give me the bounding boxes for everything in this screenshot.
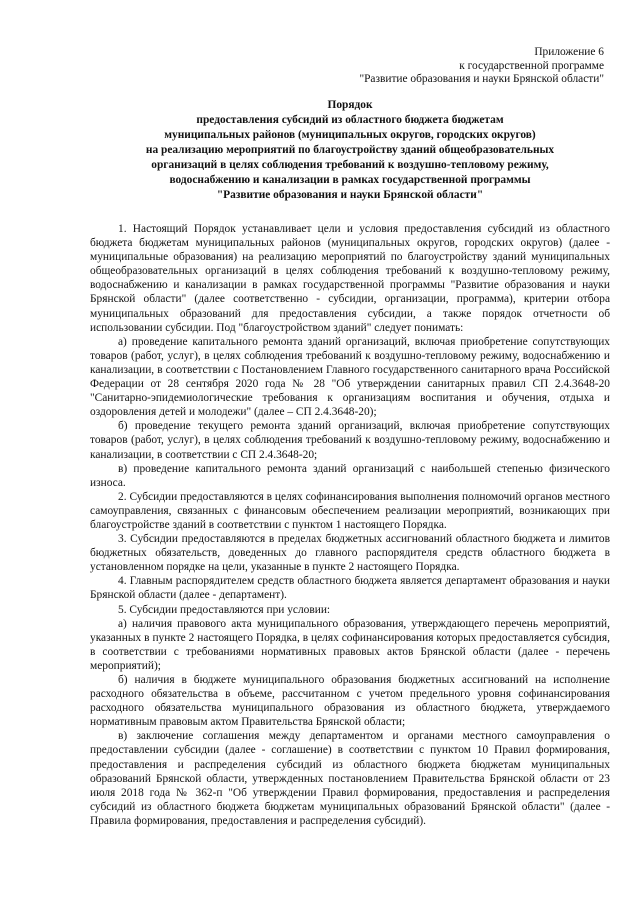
paragraph: б) проведение текущего ремонта зданий организаций, включая приобретение сопутствующих товаров (работ, услуг), в целях соблюдения требований к воздушно-тепловому режиму, водоснабжению и канализации, в соответствии с СП 2.4.3648-20; <box>90 420 610 461</box>
paragraph: 3. Субсидии предоставляются в пределах бюджетных ассигнований областного бюджета и лимитов бюджетных обязательств, доведенных до главного распорядителя средств областного бюджета в установленном порядке на цели, указанные в пункте 2 настоящего Порядка. <box>90 533 610 574</box>
paragraph: а) проведение капитального ремонта зданий организаций, включая приобретение сопутствующих товаров (работ, услуг), в целях соблюдения требований к воздушно-тепловому режиму, водоснабжению и канализации, в соответствии с Постановлением Главного государственного санитарного врача Российской Федерации от 28 сентября 2020 года № 28 "Об утверждении санитарных правил СП 2.4.3648-20 "Санитарно-эпидемиологические требования к организациям воспитания и обучения, отдыха и оздоровления детей и молодежи" (далее – СП 2.4.3648-20); <box>90 335 610 419</box>
appendix-line: к государственной программе <box>459 59 604 72</box>
appendix-line: "Развитие образования и науки Брянской области" <box>359 73 604 85</box>
heading-line: "Развитие образования и науки Брянской области" <box>216 189 484 201</box>
appendix-line: Приложение 6 <box>534 46 604 58</box>
paragraph: в) проведение капитального ремонта зданий организаций с наибольшей степенью физического износа. <box>90 462 610 489</box>
paragraph: в) заключение соглашения между департаментом и органами местного самоуправления о предоставлении субсидии (далее - соглашение) в соответствии с пунктом 10 Правил формирования, предоставления и распределения субсидий из областного бюджета бюджетам муниципальных образований Брянской области, утвержденных постановлением Правительства Брянской области от 23 июля 2018 года № 362-п "Об утверждении Правил формирования, предоставления и распределения субсидий из областного бюджета бюджетам муниципальных образований Брянской области" (далее - Правила формирования, предоставления и распределения субсидий). <box>90 730 610 827</box>
paragraph: 2. Субсидии предоставляются в целях софинансирования выполнения полномочий органов местного самоуправления, связанных с финансовым обеспечением реализации мероприятий, возникающих при благоустройстве зданий в соответствии с пунктом 1 настоящего Порядка. <box>90 490 610 531</box>
paragraph: 5. Субсидии предоставляются при условии: <box>118 603 331 616</box>
document-heading <box>60 98 640 203</box>
paragraph: а) наличия правового акта муниципального образования, утверждающего перечень мероприятий, указанных в пункте 2 настоящего Порядка, в целях софинансирования которых предоставляется субсидия, в соответствии с требованиями нормативных правовых актов Брянской области (далее - перечень мероприятий); <box>90 617 610 672</box>
paragraph: б) наличия в бюджете муниципального образования бюджетных ассигнований на исполнение расходного обязательства в объеме, рассчитанном с учетом предельного уровня софинансирования расходного обязательства муниципального образования из областного бюджета, утверждаемого нормативным правовым актом Правительства Брянской области; <box>90 674 610 729</box>
heading-title: Порядок <box>327 99 373 111</box>
paragraph: 4. Главным распорядителем средств областного бюджета является департамент образования и науки Брянской области (далее - департамент). <box>90 575 610 602</box>
heading-line: предоставления субсидий из областного бюджета бюджетам <box>196 114 504 126</box>
document-body <box>90 222 610 828</box>
paragraph: 1. Настоящий Порядок устанавливает цели и условия предоставления субсидий из областного бюджета бюджетам муниципальных районов (муниципальных округов, городских округов) (далее - муниципальные образования) на реализацию мероприятий по благоустройству зданий муниципальных общеобразовательных организаций в целях соблюдения требований к воздушно-тепловому режиму, водоснабжению и канализации в рамках государственной программы "Развитие образования и науки Брянской области" (далее соответственно - субсидии, организации, программа), критерии отбора муниципальных образований для предоставления субсидии, а также порядок отчетности об использовании субсидии. Под "благоустройством зданий" следует понимать: <box>90 223 610 334</box>
heading-line: муниципальных районов (муниципальных округов, городских округов) <box>164 129 536 141</box>
heading-line: на реализацию мероприятий по благоустройству зданий общеобразовательных <box>145 144 555 156</box>
heading-line: организаций в целях соблюдения требований к воздушно-тепловому режиму, <box>151 159 549 171</box>
heading-line: водоснабжению и канализации в рамках государственной программы <box>169 174 531 186</box>
appendix-block <box>359 46 604 87</box>
